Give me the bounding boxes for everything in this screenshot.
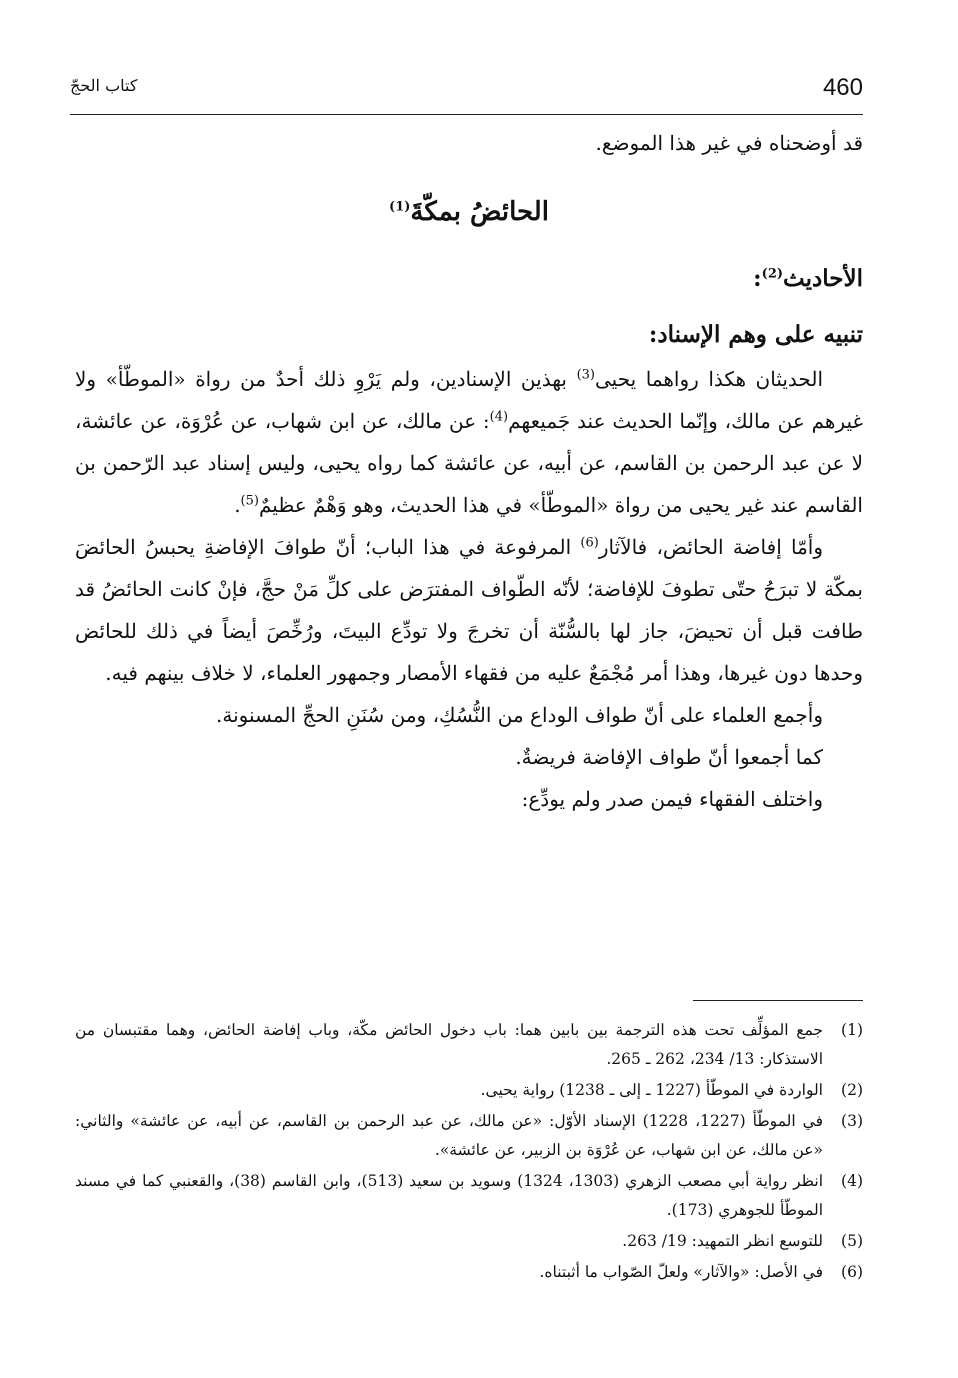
footnote-item (75, 1107, 863, 1165)
page-header (70, 70, 863, 110)
footnote-number: (4) (841, 1172, 863, 1190)
paragraph-3: وأجمع العلماء على أنّ طواف الوداع من النُّسُكِ، ومن سُنَنِ الحجِّ المسنونة. (215, 703, 823, 727)
footnotes (75, 1016, 863, 1289)
footnote-item (75, 1076, 863, 1105)
footnote-ref-2: (2) (761, 266, 784, 282)
running-title: كتاب الحجّ (70, 76, 138, 95)
section-title-text: الحائضُ بمكّةَ (410, 197, 549, 227)
p1-part-a: الحديثان هكذا رواهما يحيى (595, 367, 823, 391)
footnote-number: (6) (841, 1263, 863, 1281)
p1-part-b: بهذين الإسنادين، ولم يَرْوِ ذلك أحدٌ من رواة «الموطّأ» ولا غيرهم عن مالك، وإنّما الحديث عند جَميعهم (75, 367, 863, 433)
section-title (75, 190, 863, 234)
footnote-item (75, 1016, 863, 1074)
header-rule (70, 114, 863, 115)
heading-ahadith-text: الأحاديث (783, 265, 863, 292)
intro-line: قد أوضحناه في غير هذا الموضع. (595, 131, 863, 155)
footnote-text: في الأصل: «والآثار» ولعلّ الصّواب ما أثبتناه. (539, 1263, 823, 1281)
footnote-ref-5: (5) (240, 493, 259, 509)
footnote-ref-6: (6) (580, 535, 599, 551)
heading-ahadith-colon: : (753, 265, 762, 292)
page-number: 460 (822, 74, 863, 101)
p1-part-d: . (234, 493, 241, 517)
footnote-number: (1) (841, 1021, 863, 1039)
footnote-text: انظر رواية أبي مصعب الزهري (1303، 1324) وسويد بن سعيد (513)، وابن القاسم (38)، والقعنبي كما في مسند الموطّأ للجوهري (173). (75, 1172, 824, 1219)
p2-part-a: وأمّا إفاضة الحائض، فالآثار (598, 535, 823, 559)
footnote-ref-1: (1) (389, 199, 411, 215)
footnote-text: جمع المؤلِّف تحت هذه الترجمة بين بابين هما: باب دخول الحائض مكّة، وباب إفاضة الحائض، وهما مقتبسان من الاستذكار: 13/ 234، 262 ـ 265. (75, 1021, 823, 1068)
paragraph-4: كما أجمعوا أنّ طواف الإفاضة فريضةٌ. (515, 745, 823, 769)
footnote-ref-3: (3) (576, 367, 595, 383)
footnote-text: في الموطّأ (1227، 1228) الإسناد الأوّل: «عن مالك، عن عبد الرحمن بن القاسم، عن أبيه، عن عائشة» والثاني: «عن مالك، عن ابن شهاب، عن عُرْوَة بن الزبير، عن عائشة». (75, 1112, 823, 1159)
heading-ahadith (75, 256, 863, 302)
p1-part-c: : عن مالك، عن ابن شهاب، عن عُرْوَة، عن عائشة، لا عن عبد الرحمن بن القاسم، عن أبيه، عن عائشة كما رواه يحيى، وليس إسناد عبد الرّحمن بن القاسم عند غير يحيى من رواة «الموطّأ» في هذا الحديث، وهو وَهْمٌ عظيمٌ (75, 409, 863, 517)
footnote-number: (5) (841, 1232, 863, 1250)
footnote-number: (2) (841, 1081, 863, 1099)
footnote-ref-4: (4) (489, 409, 509, 425)
p2-part-b: المرفوعة في هذا الباب؛ أنّ طوافَ الإفاضةِ يحبسُ الحائضَ بمكّة لا تبرَحُ حتّى تطوفَ للإفاضة؛ لأنّه الطّواف المفترَض على كلِّ مَنْ حجَّ، فإنْ كانت الحائضُ قد طافت قبل أن تحيضَ، جاز لها بالسُّنّة أن تخرجَ ولا تودِّع البيتَ، ورُخِّصَ أيضاً في ذلك للحائض وحدها دون غيرها، وهذا أمر مُجْمَعٌ عليه من فقهاء الأمصار وجمهور العلماء، لا خلاف بينهم فيه. (75, 535, 863, 685)
footnote-text: الواردة في الموطّأ (1227 ـ إلى ـ 1238) رواية يحيى. (480, 1081, 823, 1099)
footnote-number: (3) (841, 1112, 863, 1130)
footnote-item (75, 1227, 863, 1256)
paragraph-1 (75, 358, 863, 526)
footnote-item (75, 1258, 863, 1287)
footnote-item (75, 1167, 863, 1225)
paragraph-5: واختلف الفقهاء فيمن صدر ولم يودِّع: (521, 787, 823, 811)
heading-tanbih: تنبيه على وهم الإسناد: (648, 321, 863, 348)
paragraph-2 (75, 526, 863, 694)
footnote-text: للتوسع انظر التمهيد: 19/ 263. (622, 1232, 823, 1250)
footnote-rule (693, 1000, 863, 1001)
main-text (75, 122, 863, 820)
